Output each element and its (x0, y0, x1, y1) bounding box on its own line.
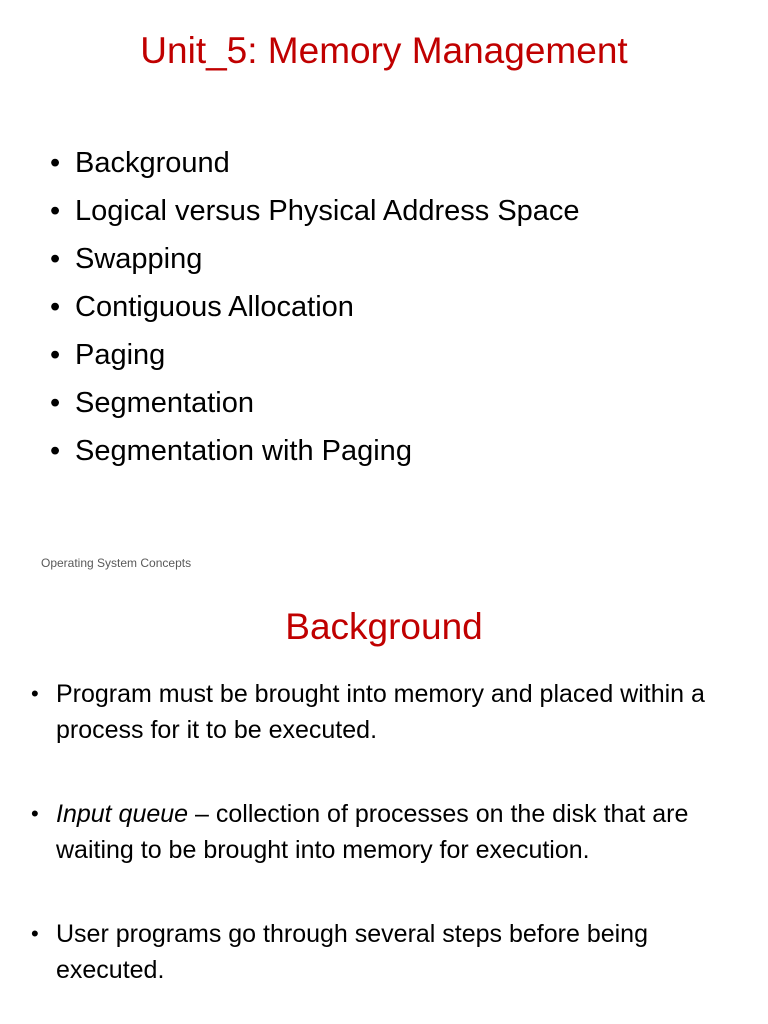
list-item-text: Contiguous Allocation (75, 291, 354, 323)
list-item-text: Segmentation with Paging (75, 435, 412, 467)
list-item-text: Swapping (75, 243, 203, 275)
list-item-text: User programs go through several steps before being executed. (56, 920, 648, 984)
bullet-icon: • (50, 291, 61, 323)
slide-2 (0, 576, 768, 1024)
bullet-icon: • (50, 387, 61, 419)
list-item-text: Paging (75, 339, 166, 371)
list-item-text: Program must be brought into memory and placed within a process for it to be executed. (56, 680, 705, 744)
slide-1-topic-list (50, 139, 580, 475)
bullet-icon: • (50, 339, 61, 371)
list-item (50, 139, 580, 187)
list-item (31, 796, 756, 868)
slide-1-title: Unit_5: Memory Management (140, 30, 628, 71)
slide-footer: Operating System Concepts (41, 556, 192, 570)
list-item (31, 916, 756, 988)
list-item (50, 187, 580, 235)
list-item-text: Logical versus Physical Address Space (75, 195, 580, 227)
bullet-icon: • (31, 681, 39, 706)
bullet-icon: • (50, 435, 61, 467)
bullet-icon: • (50, 243, 61, 275)
bullet-icon: • (31, 801, 39, 826)
list-item (50, 331, 580, 379)
list-item (31, 676, 756, 748)
list-item-text: – collection of processes on the disk that are waiting to be brought into memory for execution. (56, 800, 689, 864)
list-item (50, 427, 580, 475)
list-item (50, 283, 580, 331)
list-item (50, 379, 580, 427)
list-item-text: Background (75, 147, 230, 179)
slide-2-title: Background (285, 606, 483, 647)
bullet-icon: • (50, 195, 61, 227)
list-item (50, 235, 580, 283)
term: Input queue (56, 800, 189, 828)
bullet-icon: • (31, 921, 39, 946)
slide-2-bullet-list (31, 676, 756, 988)
list-item-text: Segmentation (75, 387, 254, 419)
bullet-icon: • (50, 147, 61, 179)
